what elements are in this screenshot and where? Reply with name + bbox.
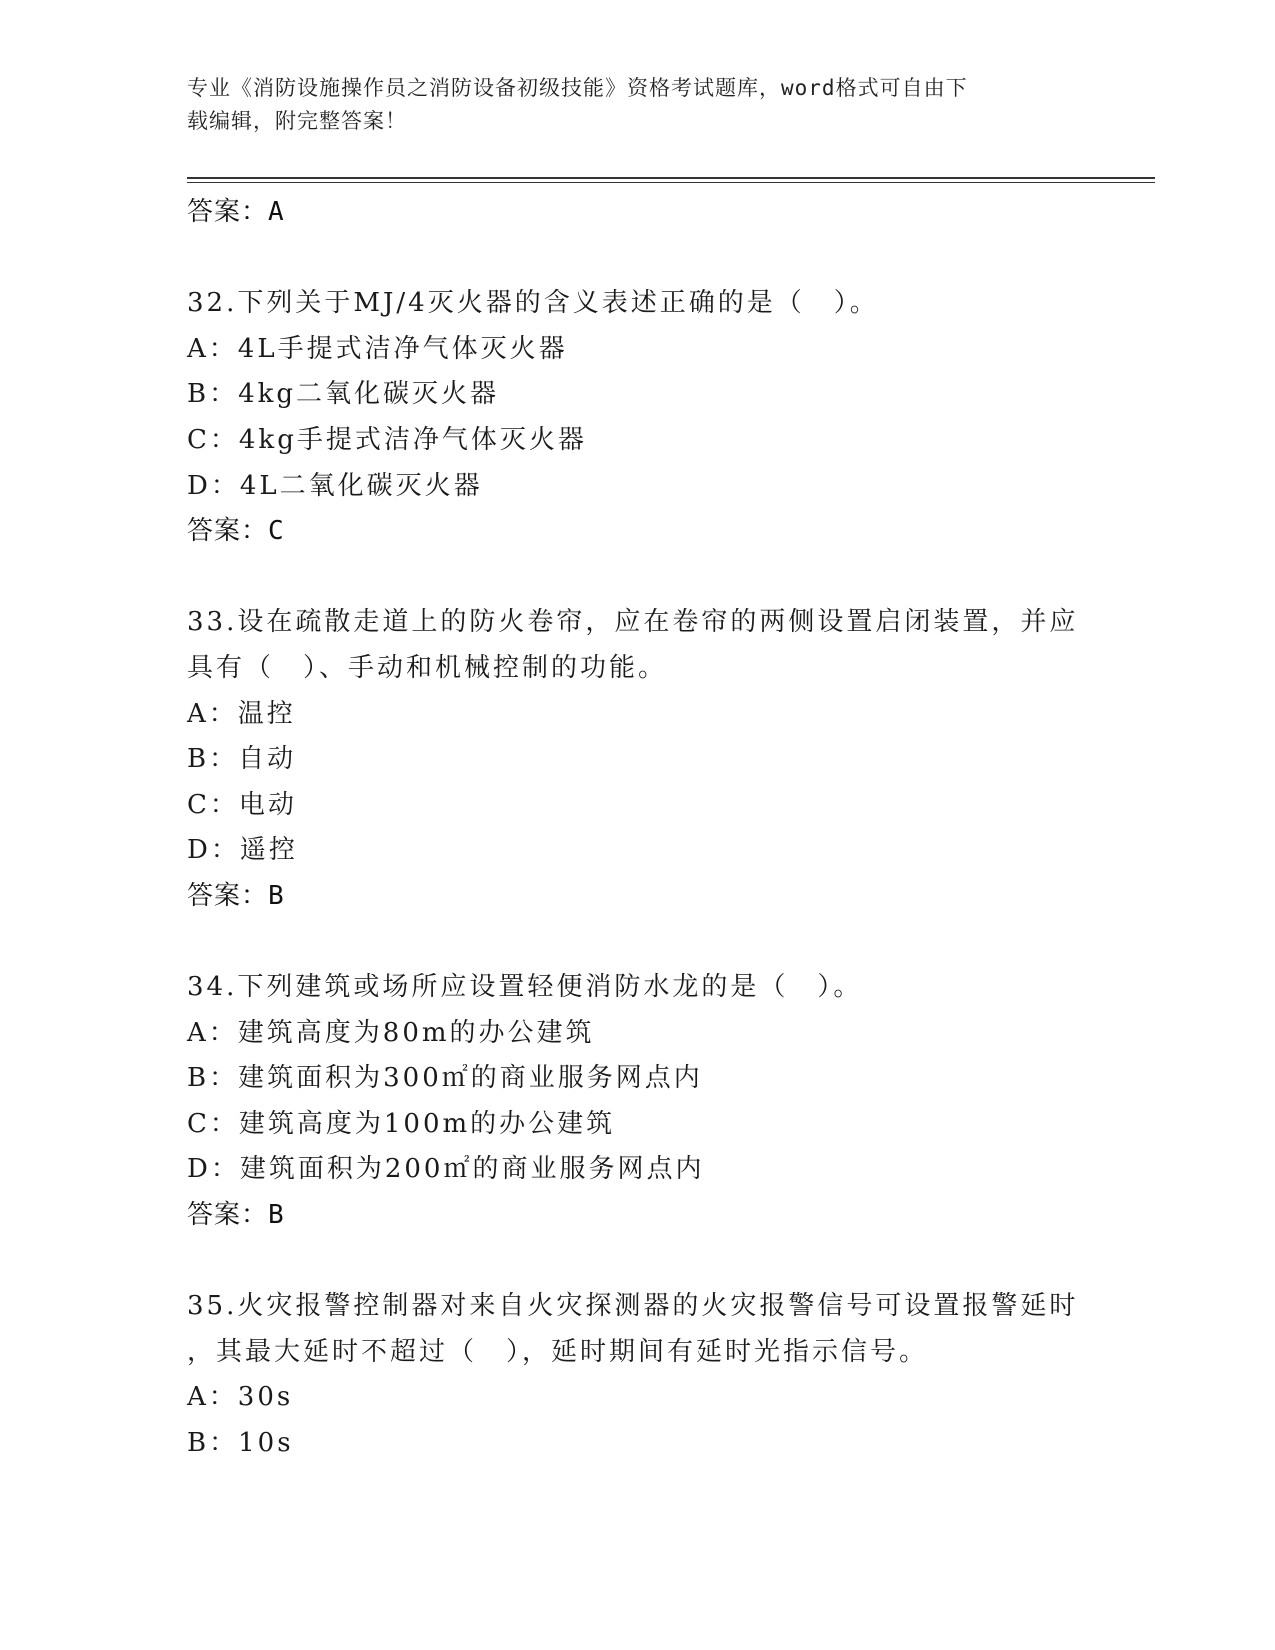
option-d: D：建筑面积为200㎡的商业服务网点内 [187,1154,705,1185]
option-c: C：4kg手提式洁净气体灭火器 [187,424,587,455]
option-d: D：遥控 [187,835,298,866]
answer: 答案：B [187,880,285,911]
option-a: A：建筑高度为80m的办公建筑 [187,1017,595,1048]
option-a: A：4L手提式洁净气体灭火器 [187,333,568,364]
answer: 答案：C [187,516,285,547]
question-list [187,190,1107,1467]
question-stem: 32.下列关于MJ/4灭火器的含义表述正确的是（ ）。 [187,288,879,319]
option-d: D：4L二氧化碳灭火器 [187,470,483,501]
answer: 答案：B [187,1200,285,1231]
option-b: B：自动 [187,744,297,775]
option-a: A：温控 [187,698,296,729]
question-stem-continued: ，其最大延时不超过（ ），延时期间有延时光指示信号。 [187,1336,929,1367]
header-line-1: 专业《消防设施操作员之消防设备初级技能》资格考试题库，word格式可自由下 [187,76,968,100]
option-b: B：10s [187,1428,294,1459]
page-header [187,72,1087,138]
header-divider-thick [187,177,1155,179]
question-35 [187,1284,1107,1466]
option-b: B：4kg二氧化碳灭火器 [187,379,500,410]
option-a: A：30s [187,1382,294,1413]
question-stem: 33.设在疏散走道上的防火卷帘，应在卷帘的两侧设置启闭装置，并应 [187,607,1079,638]
previous-answer: 答案：A [187,197,285,227]
question-stem-continued: 具有（ ）、手动和机械控制的功能。 [187,652,668,683]
spacer [187,1239,1107,1285]
question-stem: 34.下列建筑或场所应设置轻便消防水龙的是（ ）。 [187,972,863,1003]
question-34 [187,965,1107,1239]
header-line-2: 载编辑，附完整答案！ [187,109,407,133]
option-b: B：建筑面积为300㎡的商业服务网点内 [187,1063,703,1094]
option-c: C：建筑高度为100m的办公建筑 [187,1108,616,1139]
header-divider-thin [187,182,1155,183]
question-stem: 35.火灾报警控制器对来自火灾探测器的火灾报警信号可设置报警延时 [187,1291,1079,1322]
spacer [187,920,1107,966]
question-32 [187,281,1107,555]
question-33 [187,600,1107,919]
option-c: C：电动 [187,789,297,820]
spacer [187,236,1107,282]
spacer [187,555,1107,601]
